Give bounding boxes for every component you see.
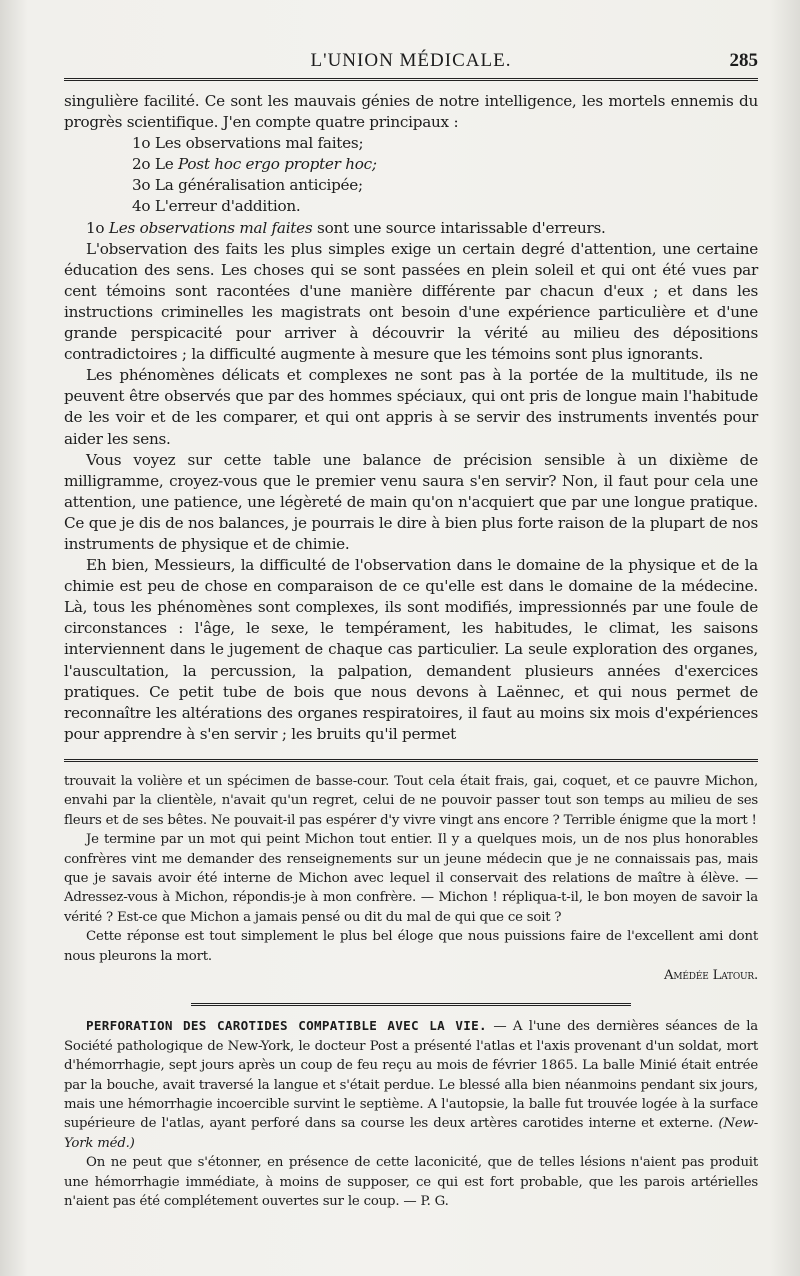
list-item <box>132 196 758 217</box>
paragraph: Cette réponse est tout simplement le plus bel éloge que nous puissions faire de l'excellent ami dont nous pleurons la mort. <box>64 929 758 964</box>
intro-paragraph: singulière facilité. Ce sont les mauvais génies de notre intelligence, les mortels ennemis du progrès scientifique. J'en compte quatre principaux : <box>64 92 758 132</box>
paragraph: Les phénomènes délicats et complexes ne sont pas à la portée de la multitude, ils ne peuvent être observés que par des hommes spéciaux, qui ont pris de longue main l'habitude de les voir et de les comparer, et qui ont appris à se servir des instruments inventés pour aider les sens. <box>64 366 758 448</box>
article-body <box>64 91 758 745</box>
journal-title: L'UNION MÉDICALE. <box>310 50 512 71</box>
author-signature-row <box>64 966 758 985</box>
list-item-italic: Post hoc ergo propter hoc; <box>178 155 377 174</box>
list-item-text: 4o L'erreur d'addition. <box>132 197 301 216</box>
news-paragraph: On ne peut que s'étonner, en présence de cette laconicité, que de telles lésions n'aient pas produit une hémorrhagie immédiate, à moins de supposer, ce qui est fort probable, que les parois artérielles n'aient pas été complétement ouvertes sur le coup. — P. G. <box>64 1155 758 1210</box>
error-list <box>64 133 758 217</box>
section-number: 1o <box>86 218 109 237</box>
news-text: — A l'une des dernières séances de la Société pathologique de New-York, le docteur Post a présenté l'atlas et l'axis provenant d'un soldat, mort d'hémorrhagie, sept jours après un coup de feu reçu au mois de février 1865. La balle Minié était entrée par la bouche, avait traversé la langue et s'était perdue. Le blessé alla bien néanmoins pendant six jours, mais une hémorrhagie incoercible survint le septième. A l'autopsie, la balle fut trouvée logée à la surface supérieure de l'atlas, ayant perforé dans sa course les deux artères carotides interne et externe. <box>64 1019 758 1132</box>
list-item <box>132 133 758 154</box>
list-item-text: 1o Les observations mal faites; <box>132 134 364 153</box>
news-heading: PERFORATION DES CAROTIDES COMPATIBLE AVEC LA VIE. <box>86 1018 487 1034</box>
news-item <box>64 1016 758 1211</box>
list-item <box>132 175 758 196</box>
author-signature: Amédée Latour. <box>664 967 758 983</box>
section-title: Les observations mal faites <box>108 218 313 237</box>
list-item <box>132 154 758 175</box>
section-text: sont une source intarissable d'erreurs. <box>312 218 606 237</box>
news-source: (New-York méd.) <box>64 1116 758 1151</box>
paragraph: L'observation des faits les plus simples exige un certain degré d'attention, une certaine éducation des sens. Les choses qui se sont passées en plein soleil et qui ont été vues par cent témoins sont racontées d'une manière différente par chacun d'eux ; et dans les instructions criminelles les magistrats ont besoin d'une expérience particulière et d'une grande perspicacité pour arriver à découvrir la vérité au milieu des dépositions contradictoires ; la difficulté augmente à mesure que les témoins sont plus ignorants. <box>64 239 758 364</box>
feuilleton-divider <box>64 759 758 762</box>
feuilleton-section <box>64 772 758 985</box>
news-divider <box>191 1003 631 1006</box>
running-header <box>64 50 758 81</box>
paragraph: Eh bien, Messieurs, la difficulté de l'observation dans le domaine de la physique et de la chimie est peu de chose en comparaison de ce qu'elle est dans le domaine de la médecine. Là, tous les phénomènes sont complexes, ils sont modifiés, impressionnés par une foule de circonstances : l'âge, le sexe, le tempérament, les habitudes, le climat, les saisons interviennent dans le jugement de chaque cas particulier. La seule exploration des organes, l'auscultation, la percussion, la palpation, demandent plusieurs années d'exercices pratiques. Ce petit tube de bois que nous devons à Laënnec, et qui nous permet de reconnaître les altérations des organes respiratoires, il faut au moins six mois d'expériences pour apprendre à s'en servir ; les bruits qu'il permet <box>64 556 758 743</box>
section-heading-paragraph <box>64 218 758 239</box>
paragraph: Vous voyez sur cette table une balance de précision sensible à un dixième de milligramme, croyez-vous que le premier venu saura s'en servir? Non, il faut pour cela une attention, une patience, une légèreté de main qu'on n'acquiert que par une longue pratique. Ce que je dis de nos balances, je pourrais le dire à bien plus forte raison de la plupart de nos instruments de physique et de chimie. <box>64 450 758 553</box>
list-item-text: 2o Le <box>132 155 179 174</box>
paragraph: trouvait la volière et un spécimen de basse-cour. Tout cela était frais, gai, coquet, et ce pauvre Michon, envahi par la clientèle, n'avait qu'un regret, celui de ne pouvoir passer tout son temps au milieu de ses fleurs et de ses bêtes. Ne pouvait-il pas espérer d'y vivre vingt ans encore ? Terrible énigme que la mort ! <box>64 773 758 828</box>
page-number: 285 <box>729 50 758 71</box>
list-item-text: 3o La généralisation anticipée; <box>132 176 363 195</box>
news-paragraph <box>64 1016 758 1153</box>
paragraph: Je termine par un mot qui peint Michon tout entier. Il y a quelques mois, un de nos plus honorables confrères vint me demander des renseignements sur un jeune médecin que je ne connaissais pas, mais que je savais avoir été interne de Michon avec lequel il conservait des relations de maître à élève. — Adressez-vous à Michon, répondis-je à mon confrère. — Michon ! répliqua-t-il, le bon moyen de savoir la vérité ? Est-ce que Michon a jamais pensé ou dit du mal de qui que ce soit ? <box>64 832 758 925</box>
